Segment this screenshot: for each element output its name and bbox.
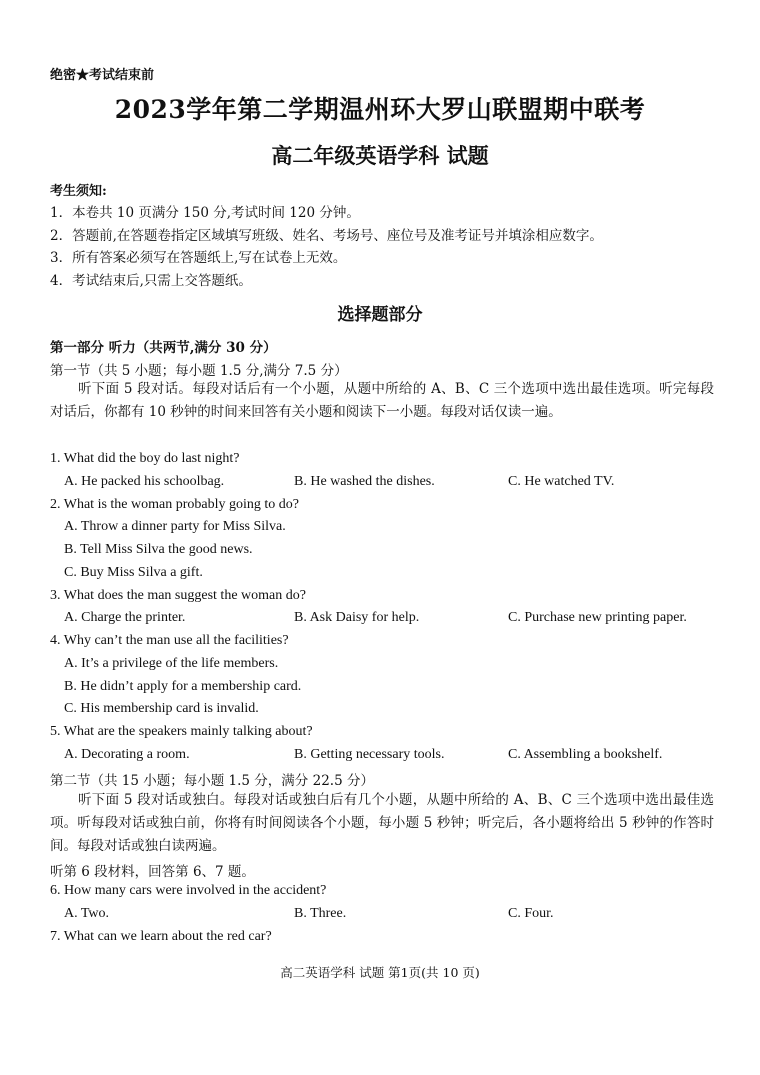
option-a: A. Decorating a room. <box>64 747 190 762</box>
option-c: C. Four. <box>508 906 554 921</box>
notice-item: 1．本卷共 10 页满分 150 分,考试时间 120 分钟。 <box>50 205 360 221</box>
option-a: A. Throw a dinner party for Miss Silva. <box>64 519 286 534</box>
question-stem: 3. What does the man suggest the woman do? <box>50 588 306 603</box>
option-b: B. Ask Daisy for help. <box>294 610 420 625</box>
option-a: A. It’s a privilege of the life members. <box>64 656 279 671</box>
page-footer: 高二英语学科 试题 第1页(共 10 页) <box>280 965 480 980</box>
notice-heading: 考生须知: <box>50 184 107 199</box>
question-stem: 7. What can we learn about the red car? <box>50 929 272 944</box>
section-title: 选择题部分 <box>337 305 423 325</box>
sub1-instruction: 听下面 5 段对话。每段对话后有一个小题，从题中所给的 A、B、C 三个选项中选出最佳选项。听完每段对话后，你都有 10 秒钟的时间来回答有关小题和阅读下一小题。每段对话仅读一遍。 <box>50 381 714 420</box>
sub2-heading: 第二节（共 15 小题；每小题 1.5 分，满分 22.5 分） <box>50 773 374 789</box>
exam-title: 2023学年第二学期温州环大罗山联盟期中联考 <box>114 95 646 124</box>
notice-item: 4．考试结束后,只需上交答题纸。 <box>50 273 252 289</box>
material-6-note: 听第 6 段材料，回答第 6、7 题。 <box>50 864 255 880</box>
option-c: C. Purchase new printing paper. <box>508 610 687 625</box>
question-stem: 4. Why can’t the man use all the facilities? <box>50 633 289 648</box>
option-b: B. Tell Miss Silva the good news. <box>64 542 253 557</box>
notice-item: 2．答题前,在答题卷指定区域填写班级、姓名、考场号、座位号及准考证号并填涂相应数字。 <box>50 228 603 244</box>
exam-subtitle: 高二年级英语学科 试题 <box>271 143 489 168</box>
option-c: C. Assembling a bookshelf. <box>508 747 663 762</box>
sub1-heading: 第一节（共 5 小题；每小题 1.5 分,满分 7.5 分） <box>50 363 348 379</box>
option-b: B. He washed the dishes. <box>294 474 435 489</box>
option-b: B. Getting necessary tools. <box>294 747 445 762</box>
secret-mark: 绝密★考试结束前 <box>50 68 155 83</box>
question-stem: 5. What are the speakers mainly talking about? <box>50 724 313 739</box>
option-a: A. Two. <box>64 906 110 921</box>
option-b: B. Three. <box>294 906 347 921</box>
notice-item: 3．所有答案必须写在答题纸上,写在试卷上无效。 <box>50 250 347 266</box>
option-c: C. He watched TV. <box>508 474 615 489</box>
question-stem: 6. How many cars were involved in the accident? <box>50 883 327 898</box>
question-stem: 1. What did the boy do last night? <box>50 451 240 466</box>
sub2-instruction: 听下面 5 段对话或独白。每段对话或独白后有几个小题，从题中所给的 A、B、C 三个选项中选出最佳选项。听每段对话或独白前，你将有时间阅读各个小题，每小题 5 秒钟；听完后，各小题将给出 5 秒钟的作答时间。每段对话或独白读两遍。 <box>50 792 714 854</box>
option-a: A. He packed his schoolbag. <box>64 474 225 489</box>
option-a: A. Charge the printer. <box>64 610 186 625</box>
option-b: B. He didn’t apply for a membership card. <box>64 679 302 694</box>
part1-heading: 第一部分 听力（共两节,满分 30 分） <box>50 340 277 356</box>
option-c: C. His membership card is invalid. <box>64 701 259 716</box>
option-c: C. Buy Miss Silva a gift. <box>64 565 203 580</box>
question-stem: 2. What is the woman probably going to do? <box>50 497 299 512</box>
